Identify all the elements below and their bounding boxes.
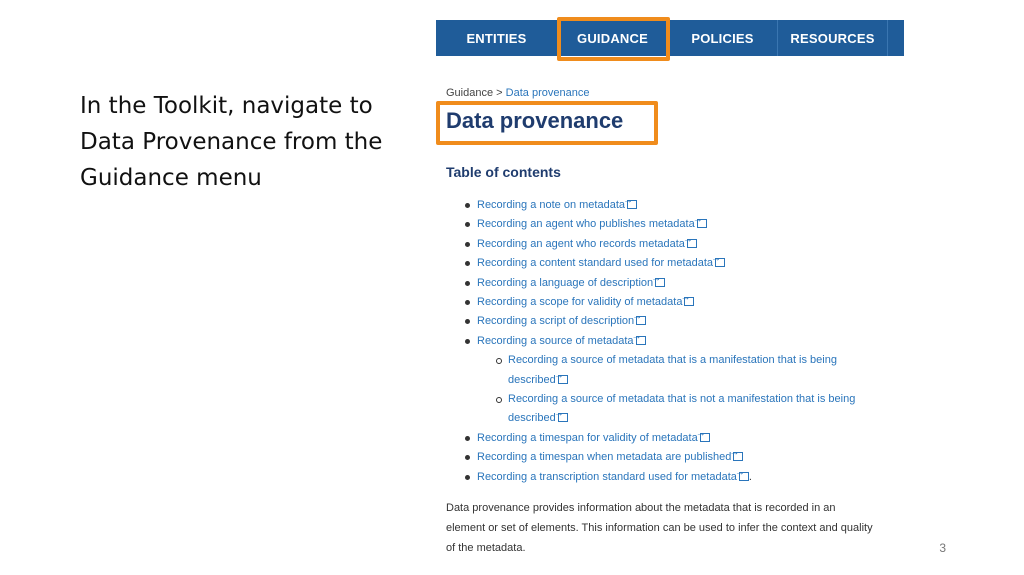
jump-link-icon[interactable] <box>733 452 743 461</box>
toc-title: Table of contents <box>446 164 561 180</box>
breadcrumb-current[interactable]: Data provenance <box>505 87 590 99</box>
jump-link-icon[interactable] <box>558 375 568 384</box>
jump-link-icon[interactable] <box>715 258 725 267</box>
page-title: Data provenance <box>446 108 624 133</box>
toc-link[interactable]: Recording a transcription standard used for metadata <box>477 470 737 483</box>
toc-item <box>446 274 906 293</box>
toc-item <box>446 254 906 273</box>
jump-link-icon[interactable] <box>627 200 637 209</box>
slide-number: 3 <box>939 541 946 555</box>
toc-link[interactable]: Recording a source of metadata <box>477 334 634 347</box>
toc-link[interactable]: Recording a timespan when metadata are published <box>477 451 732 464</box>
toc-link[interactable]: Recording a note on metadata <box>477 199 625 211</box>
toc-link-line-2: described <box>508 373 556 386</box>
breadcrumb-separator: > <box>496 87 503 99</box>
toc-item <box>446 448 906 467</box>
toc-item <box>446 215 906 234</box>
toc-subitem <box>446 351 906 390</box>
breadcrumb <box>446 87 589 99</box>
toc-link-line-2: described <box>508 412 556 425</box>
toc-item <box>446 429 906 448</box>
table-of-contents <box>446 196 906 487</box>
slide-instruction-text: In the Toolkit, navigate to Data Provenance from the Guidance menu <box>80 93 383 191</box>
jump-link-icon[interactable] <box>697 219 707 228</box>
jump-link-icon[interactable] <box>684 297 694 306</box>
jump-link-icon[interactable] <box>636 336 646 345</box>
breadcrumb-parent[interactable]: Guidance <box>446 87 494 99</box>
toc-link-line-1: Recording a source of metadata that is not a manifestation that is being <box>508 393 856 406</box>
nav-policies[interactable]: POLICIES <box>668 20 778 56</box>
jump-link-icon[interactable] <box>558 413 568 422</box>
toc-item <box>446 196 906 215</box>
jump-link-icon[interactable] <box>687 239 697 248</box>
toc-item <box>446 235 906 254</box>
main-navigation-bar <box>436 20 904 56</box>
jump-link-icon[interactable] <box>636 316 646 325</box>
toc-link[interactable]: Recording a timespan for validity of metadata <box>477 431 698 444</box>
jump-link-icon[interactable] <box>739 472 749 481</box>
toc-item <box>446 312 906 331</box>
toc-item <box>446 293 906 312</box>
toc-link[interactable]: Recording a content standard used for metadata <box>477 257 714 270</box>
jump-link-icon[interactable] <box>655 278 665 287</box>
toc-subitem <box>446 390 906 429</box>
toc-link[interactable]: Recording an agent who records metadata <box>477 237 685 250</box>
page-description: Data provenance provides information about the metadata that is recorded in an element or set of elements. This information can be used to infer the context and quality of the metadata. <box>446 502 873 554</box>
toc-link[interactable]: Recording an agent who publishes metadata <box>477 218 695 231</box>
nav-entities[interactable]: ENTITIES <box>436 20 558 56</box>
toc-item <box>446 332 906 351</box>
nav-resources[interactable]: RESOURCES <box>778 20 888 56</box>
page-title-highlight-box <box>436 101 658 145</box>
guidance-highlight-box <box>557 17 670 61</box>
toc-link[interactable]: Recording a script of description <box>477 315 635 328</box>
toc-link-line-1: Recording a source of metadata that is a manifestation that is being <box>508 354 837 367</box>
nav-guidance[interactable]: GUIDANCE <box>558 20 668 56</box>
toc-link[interactable]: Recording a language of description <box>477 276 654 289</box>
toc-final-punctuation: . <box>748 470 752 483</box>
jump-link-icon[interactable] <box>700 433 710 442</box>
toc-link[interactable]: Recording a scope for validity of metadata <box>477 296 683 309</box>
toc-item <box>446 468 906 487</box>
